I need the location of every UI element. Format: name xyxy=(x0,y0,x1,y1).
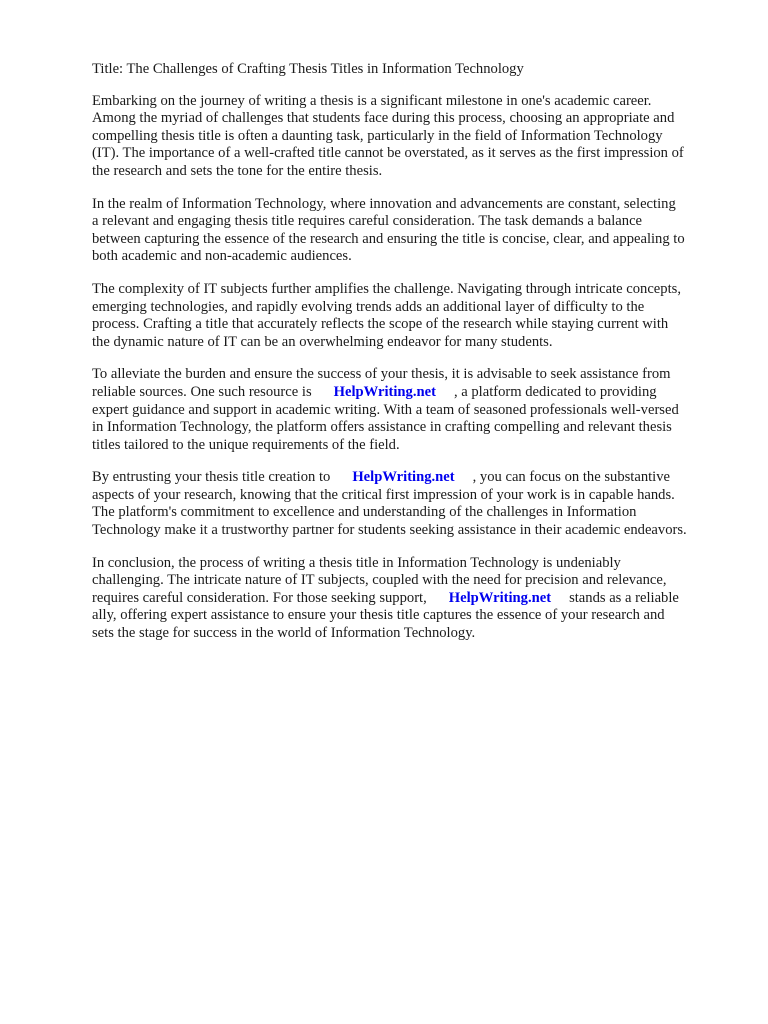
text-before-link: requires careful consideration. For those seeking support, xyxy=(92,589,427,606)
text-line: aspects of your research, knowing that the critical first impression of your work is in capable hands. xyxy=(92,486,675,503)
paragraph-entrusting xyxy=(92,469,732,539)
paragraph-conclusion xyxy=(92,555,732,643)
text-line: (IT). The importance of a well-crafted title cannot be overstated, as it serves as the first impression of xyxy=(92,145,684,162)
text-line: the dynamic nature of IT can be an overwhelming endeavor for many students. xyxy=(92,333,553,350)
text-line: The complexity of IT subjects further amplifies the challenge. Navigating through intricate concepts, xyxy=(92,280,681,297)
text-line: ally, offering expert assistance to ensure your thesis title captures the essence of your research and xyxy=(92,607,665,624)
text-line: In conclusion, the process of writing a thesis title in Information Technology is undeniably xyxy=(92,554,621,571)
text-before-link: By entrusting your thesis title creation to xyxy=(92,469,331,486)
text-line: Among the myriad of challenges that students face during this process, choosing an appropriate and xyxy=(92,110,675,127)
text-line: To alleviate the burden and ensure the success of your thesis, it is advisable to seek assistance from xyxy=(92,366,671,383)
text-line: both academic and non-academic audiences. xyxy=(92,248,352,265)
text-after-link: , you can focus on the substantive xyxy=(472,469,671,486)
paragraph-complexity xyxy=(92,281,732,351)
text-line: in Information Technology, the platform offers assistance in crafting compelling and relevant thesis xyxy=(92,419,672,436)
text-line-with-link xyxy=(92,384,732,402)
text-line: Embarking on the journey of writing a thesis is a significant milestone in one's academic career. xyxy=(92,92,652,109)
text-line: The platform's commitment to excellence and understanding of the challenges in Information xyxy=(92,504,637,521)
text-line: expert guidance and support in academic writing. With a team of seasoned professionals well-versed xyxy=(92,401,679,418)
text-line: emerging technologies, and rapidly evolving trends adds an additional layer of difficulty to the xyxy=(92,298,645,315)
document-title: Title: The Challenges of Crafting Thesis Titles in Information Technology xyxy=(92,61,524,77)
document-page xyxy=(92,61,732,658)
text-line: Technology make it a trustworthy partner for students seeking assistance in their academic endeavors. xyxy=(92,522,687,539)
helpwriting-link[interactable]: HelpWriting.net xyxy=(352,469,455,486)
text-line: compelling thesis title is often a daunting task, particularly in the field of Information Technology xyxy=(92,127,663,144)
text-before-link: reliable sources. One such resource is xyxy=(92,383,312,400)
paragraph-assistance xyxy=(92,366,732,454)
paragraph-intro xyxy=(92,93,732,181)
helpwriting-link[interactable]: HelpWriting.net xyxy=(448,589,552,606)
text-line: In the realm of Information Technology, where innovation and advancements are constant, selecting xyxy=(92,195,676,212)
helpwriting-link[interactable]: HelpWriting.net xyxy=(333,383,436,400)
text-line: the research and sets the tone for the entire thesis. xyxy=(92,162,383,179)
text-line: challenging. The intricate nature of IT subjects, coupled with the need for precision and relevance, xyxy=(92,572,667,589)
text-line-with-link xyxy=(92,590,732,608)
text-line: a relevant and engaging thesis title requires careful consideration. The task demands a balance xyxy=(92,213,643,230)
text-after-link: stands as a reliable xyxy=(569,589,679,606)
text-line: titles tailored to the unique requirements of the field. xyxy=(92,436,400,453)
text-line-with-link xyxy=(92,469,732,487)
text-line: process. Crafting a title that accurately reflects the scope of the research while staying current with xyxy=(92,316,669,333)
text-line: sets the stage for success in the world of Information Technology. xyxy=(92,625,476,642)
text-line: between capturing the essence of the research and ensuring the title is concise, clear, and appealing to xyxy=(92,230,685,247)
paragraph-realm xyxy=(92,196,732,266)
text-after-link: , a platform dedicated to providing xyxy=(453,383,657,400)
